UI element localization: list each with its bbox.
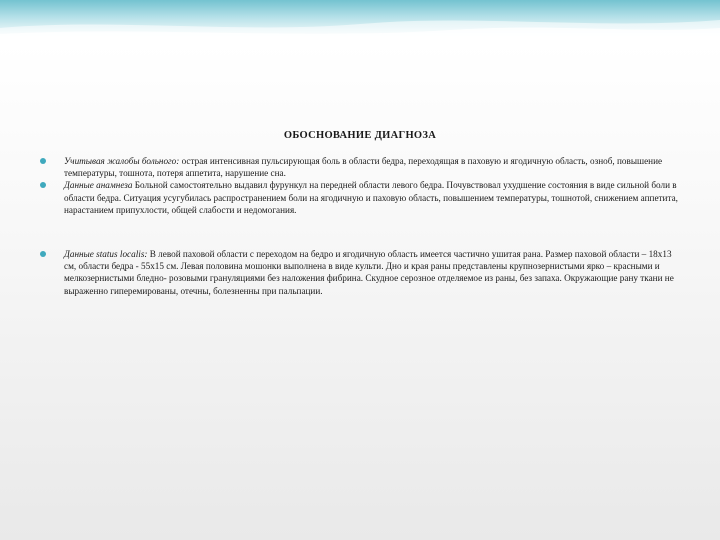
bullet-status-localis — [40, 248, 685, 297]
slide-title: ОБОСНОВАНИЕ ДИАГНОЗА — [283, 130, 437, 141]
bullet-dot-icon — [40, 158, 46, 164]
bullet-anamnesis — [40, 179, 685, 216]
bullet-list — [40, 155, 685, 297]
top-wave-decoration — [0, 0, 720, 40]
bullet-dot-icon — [40, 251, 46, 257]
bullet-text: В левой паховой области с переходом на бедро и ягодичную область имеется частично ушитая рана. Размер паховой области – 18х13 см, области бедра - 55х15 см. Левая половина мошонки выполнена в виде культи. Дно и края раны представлены крупнозернистыми ярко – красными и мелкозернистыми бледно- розовыми грануляциями без наложения фибрина. Скудное серозное отделяемое из раны, без запаха. Окружающие рану ткани не выраженно гиперемированы, отечны, болезненны при пальпации. — [64, 249, 674, 296]
bullet-lead: Учитывая жалобы больного: — [64, 156, 180, 166]
bullet-text: Больной самостоятельно выдавил фурункул на передней области левого бедра. Почувствовал ухудшение состояния в виде сильной боли в области бедра. Ситуация усугубилась распространением боли на ягодичную и паховую область, повышением температуры, тошнотой, снижением аппетита, нарастанием припухлости, общей слабости и недомогания. — [64, 180, 678, 215]
bullet-text: острая интенсивная пульсирующая боль в области бедра, переходящая в паховую и ягодичную область, озноб, повышение температуры, тошнота, потеря аппетита, нарушение сна. — [64, 156, 663, 179]
bullet-lead: Данные status localis: — [64, 249, 148, 260]
bullet-lead: Данные анамнеза — [64, 180, 133, 191]
bullet-complaints — [40, 155, 685, 179]
bullet-dot-icon — [40, 182, 46, 188]
